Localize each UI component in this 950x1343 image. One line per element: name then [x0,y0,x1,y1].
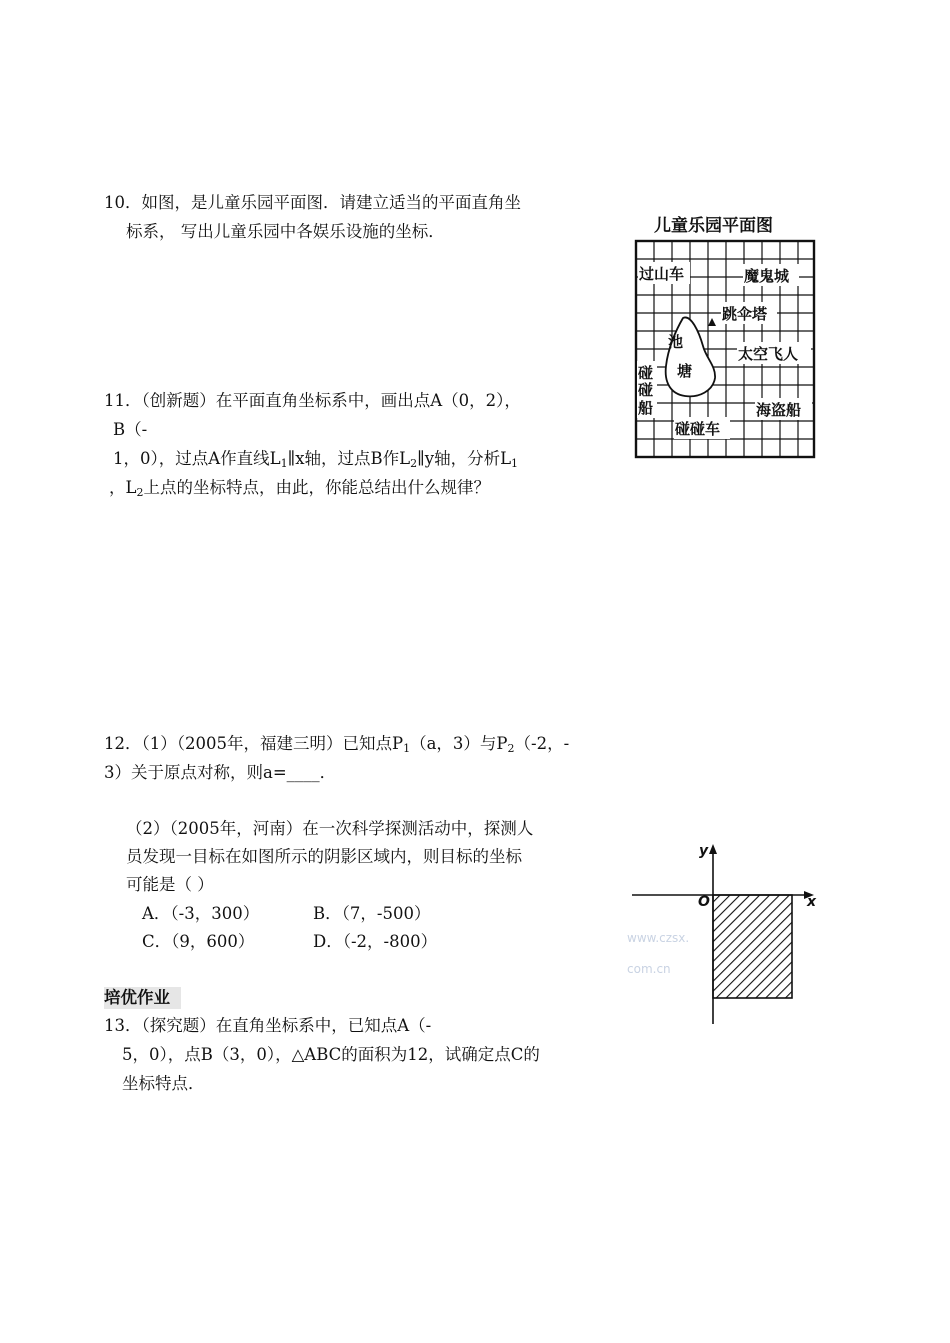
y-axis-arrow [709,844,717,854]
q12-part2-line-3: 可能是（ ） [126,875,214,894]
label-pond-2: 塘 [677,362,693,380]
section-heading: 培优作业 [104,987,181,1009]
watermark-line-2: com.cn [627,962,671,976]
q11-line-1: 11．（创新题）在平面直角坐标系中，画出点A（0，2）， [104,391,521,410]
watermark-line-1: www.czsx. [627,931,690,945]
q11-line-4: ，$L_2$上点的坐标特点，由此，你能总结出什么规律？ [109,478,490,499]
q13-line-2: 5，0），点B（3，0），△ABC的面积为12，试确定点C的 [122,1045,540,1064]
q12-part2-line-2: 员发现一目标在如图所示的阴影区域内，则目标的坐标 [126,847,522,866]
option-b: B．（7，-500） [313,904,431,923]
origin-label: O [698,894,710,910]
label-bumper-boat-1: 碰 [638,364,654,382]
label-pond-1: 池 [668,333,684,351]
y-axis-label: y [699,843,709,859]
q12-line-1: 12．（1）（2005年，福建三明）已知点$P_1(a$，3）与$P_2(-2$，- [104,734,570,755]
label-bumper-boat-3: 船 [638,399,654,417]
q11-line-3: 1，0），过点A作直线$L_1\parallel x$轴，过点B作$L_2\parallel y$轴，分析$L_1$ [113,449,519,470]
park-map-title: 儿童乐园平面图 [654,216,773,236]
label-roller-coaster: 过山车 [639,265,685,283]
option-c: C．（9，600） [142,932,255,951]
label-bumper-boat-2: 碰 [638,381,654,399]
park-map-figure [625,208,825,466]
label-pirate-ship: 海盗船 [756,401,802,419]
option-d: D．（-2，-800） [313,932,438,951]
q12-line-2: 3）关于原点对称，则a=____． [104,763,337,782]
label-space-flyer: 太空飞人 [738,345,799,363]
axis-figure [620,836,830,1032]
q13-line-1: 13．（探究题）在直角坐标系中，已知点A（- [104,1016,432,1035]
q11-line-2: B（- [113,420,148,439]
q12-part2-line-1: （2）（2005年，河南）在一次科学探测活动中，探测人 [126,819,534,838]
q13-line-3: 坐标特点． [122,1074,205,1093]
label-bumper-car: 碰碰车 [675,420,721,438]
option-a: A．（-3，300） [142,904,260,923]
x-axis-label: x [807,894,817,910]
q10-line-2: 标系， 写出儿童乐园中各娱乐设施的坐标． [126,222,445,241]
label-ghost-castle: 魔鬼城 [744,267,790,285]
label-parachute-tower: 跳伞塔 [722,305,768,323]
parachute-tower-marker [708,318,716,326]
q10-line-1: 10．如图，是儿童乐园平面图．请建立适当的平面直角坐 [104,193,521,212]
shaded-region [713,895,792,998]
